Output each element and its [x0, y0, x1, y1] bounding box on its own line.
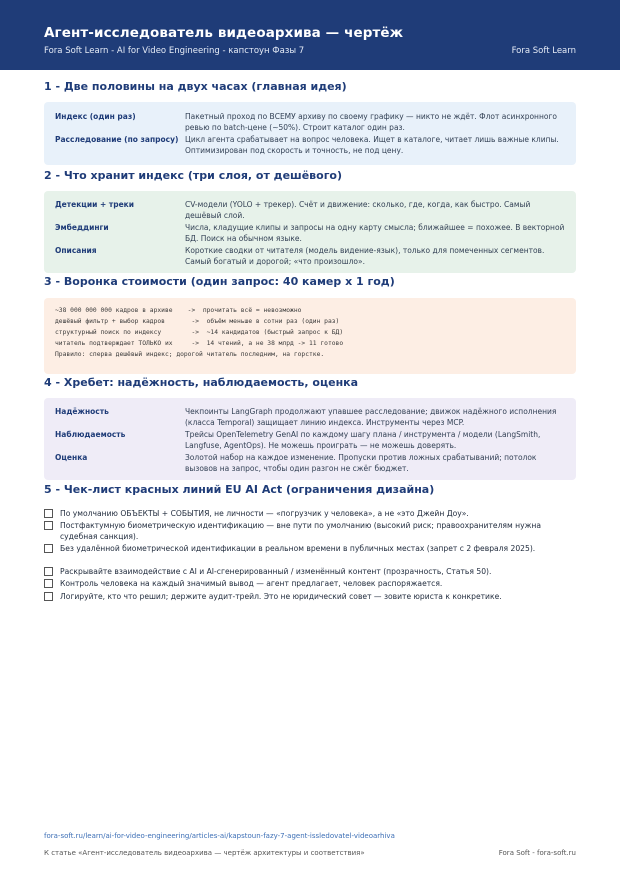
row-key: Расследование (по запросу) [55, 135, 179, 144]
page-subtitle: Fora Soft Learn - AI for Video Engineering - капстоун Фазы 7 [44, 46, 305, 56]
checklist-text: Постфактумную биометрическую идентификацию — вне пути по умолчанию (высокий риск; правоохранителям нужна судебная санкция). [60, 521, 542, 541]
row-value: Короткие сводки от читателя (модель видение-язык), только для помеченных сегментов. Самый богатый и дорогой; «что произошло». [185, 246, 545, 266]
section-3-title: 3 - Воронка стоимости (один запрос: 40 камер x 1 год) [44, 275, 395, 288]
section-4-box [44, 398, 576, 480]
checklist-text: Раскрывайте взаимодействие с AI и AI-сгенерированный / изменённый контент (прозрачность, Статья 50). [60, 567, 492, 576]
row-value: Пакетный проход по ВСЕМУ архиву по своему графику — никто не ждёт. Флот асинхронного ревью по batch-цене (~50%). Строит каталог один раз. [185, 112, 557, 132]
checklist-text: Контроль человека на каждый значимый вывод — агент предлагает, человек распоряжается. [60, 579, 443, 588]
row-value: Золотой набор на каждое изменение. Пропуски против ложных срабатываний; потолок вызовов на запрос, чтобы один разгон не сжёг бюджет. [185, 453, 537, 473]
section-1-box [44, 102, 576, 165]
row-key: Эмбеддинги [55, 223, 109, 232]
row-value: Цикл агента срабатывает на вопрос человека. Ищет в каталоге, читает лишь важные клипы. Оптимизирован под скорость и точность, не под цену. [185, 135, 559, 155]
section-5-title: 5 - Чек-лист красных линий EU AI Act (ограничения дизайна) [44, 483, 435, 496]
funnel-line: дешёвый фильтр + выбор кадров -> объём меньше в сотни раз (один раз) [55, 318, 340, 325]
header-brand: Fora Soft Learn [511, 46, 576, 56]
row-value: Чекпоинты LangGraph продолжают упавшее расследование; движок надёжного исполнения (класса Temporal) защищает линию индекса. Инструменты через MCP. [185, 407, 557, 427]
page-title: Агент-исследователь видеоархива — чертёж [44, 25, 404, 41]
checkbox[interactable] [44, 592, 53, 601]
checkbox[interactable] [44, 579, 53, 588]
checkbox[interactable] [44, 544, 53, 553]
row-value: Числа, кладущие клипы и запросы на одну карту смысла; ближайшее = похожее. В векторной БД. Поиск на обычном языке. [185, 223, 565, 243]
article-link[interactable]: fora-soft.ru/learn/ai-for-video-engineering/articles-ai/kapstoun-fazy-7-agent-issledovatel-videoarhiva [44, 832, 395, 840]
row-key: Наблюдаемость [55, 430, 126, 439]
row-value: CV-модели (YOLO + трекер). Счёт и движение: сколько, где, когда, как быстро. Самый дешёвый слой. [185, 200, 531, 220]
checklist-text: Без удалённой биометрической идентификации в реальном времени в публичных местах (запрет с 2 февраля 2025). [60, 544, 536, 553]
checklist-text: Логируйте, кто что решил; держите аудит-трейл. Это не юридический совет — зовите юриста к конкретике. [60, 592, 502, 601]
funnel-rule: Правило: сперва дешёвый индекс; дорогой читатель последним, на горстке. [55, 351, 325, 358]
section-1-title: 1 - Две половины на двух часах (главная идея) [44, 80, 347, 93]
funnel-line: читатель подтверждает ТОЛЬКО их -> 14 чтений, а не 38 млрд -> 11 готово [55, 340, 344, 347]
row-key: Надёжность [55, 407, 109, 416]
checklist-text: По умолчанию ОБЪЕКТЫ + СОБЫТИЯ, не личности — «погрузчик у человека», а не «это Джейн Доу». [60, 509, 469, 518]
row-key: Оценка [55, 453, 88, 462]
funnel-line: ~38 000 000 000 кадров в архиве -> прочитать всё = невозможно [55, 307, 302, 314]
section-3-box [44, 298, 576, 374]
section-4-title: 4 - Хребет: надёжность, наблюдаемость, оценка [44, 376, 359, 389]
section-2-box [44, 191, 576, 273]
footer-brand: Fora Soft - fora-soft.ru [498, 849, 576, 857]
funnel-line: структурный поиск по индексу -> ~14 кандидатов (быстрый запрос к БД) [55, 329, 344, 336]
row-key: Индекс (один раз) [55, 112, 136, 121]
footer-note: К статье «Агент-исследователь видеоархива — чертёж архитектуры и соответствия» [44, 849, 365, 857]
checkbox[interactable] [44, 509, 53, 518]
row-value: Трейсы OpenTelemetry GenAI по каждому шагу плана / инструмента / модели (LangSmith, Langfuse, AgentOps). Не можешь проиграть — не можешь доверять. [185, 430, 541, 450]
row-key: Детекции + треки [55, 200, 135, 209]
row-key: Описания [55, 246, 97, 255]
checkbox[interactable] [44, 521, 53, 530]
checkbox[interactable] [44, 567, 53, 576]
section-2-title: 2 - Что хранит индекс (три слоя, от дешёвого) [44, 169, 343, 182]
header-banner [0, 0, 620, 70]
